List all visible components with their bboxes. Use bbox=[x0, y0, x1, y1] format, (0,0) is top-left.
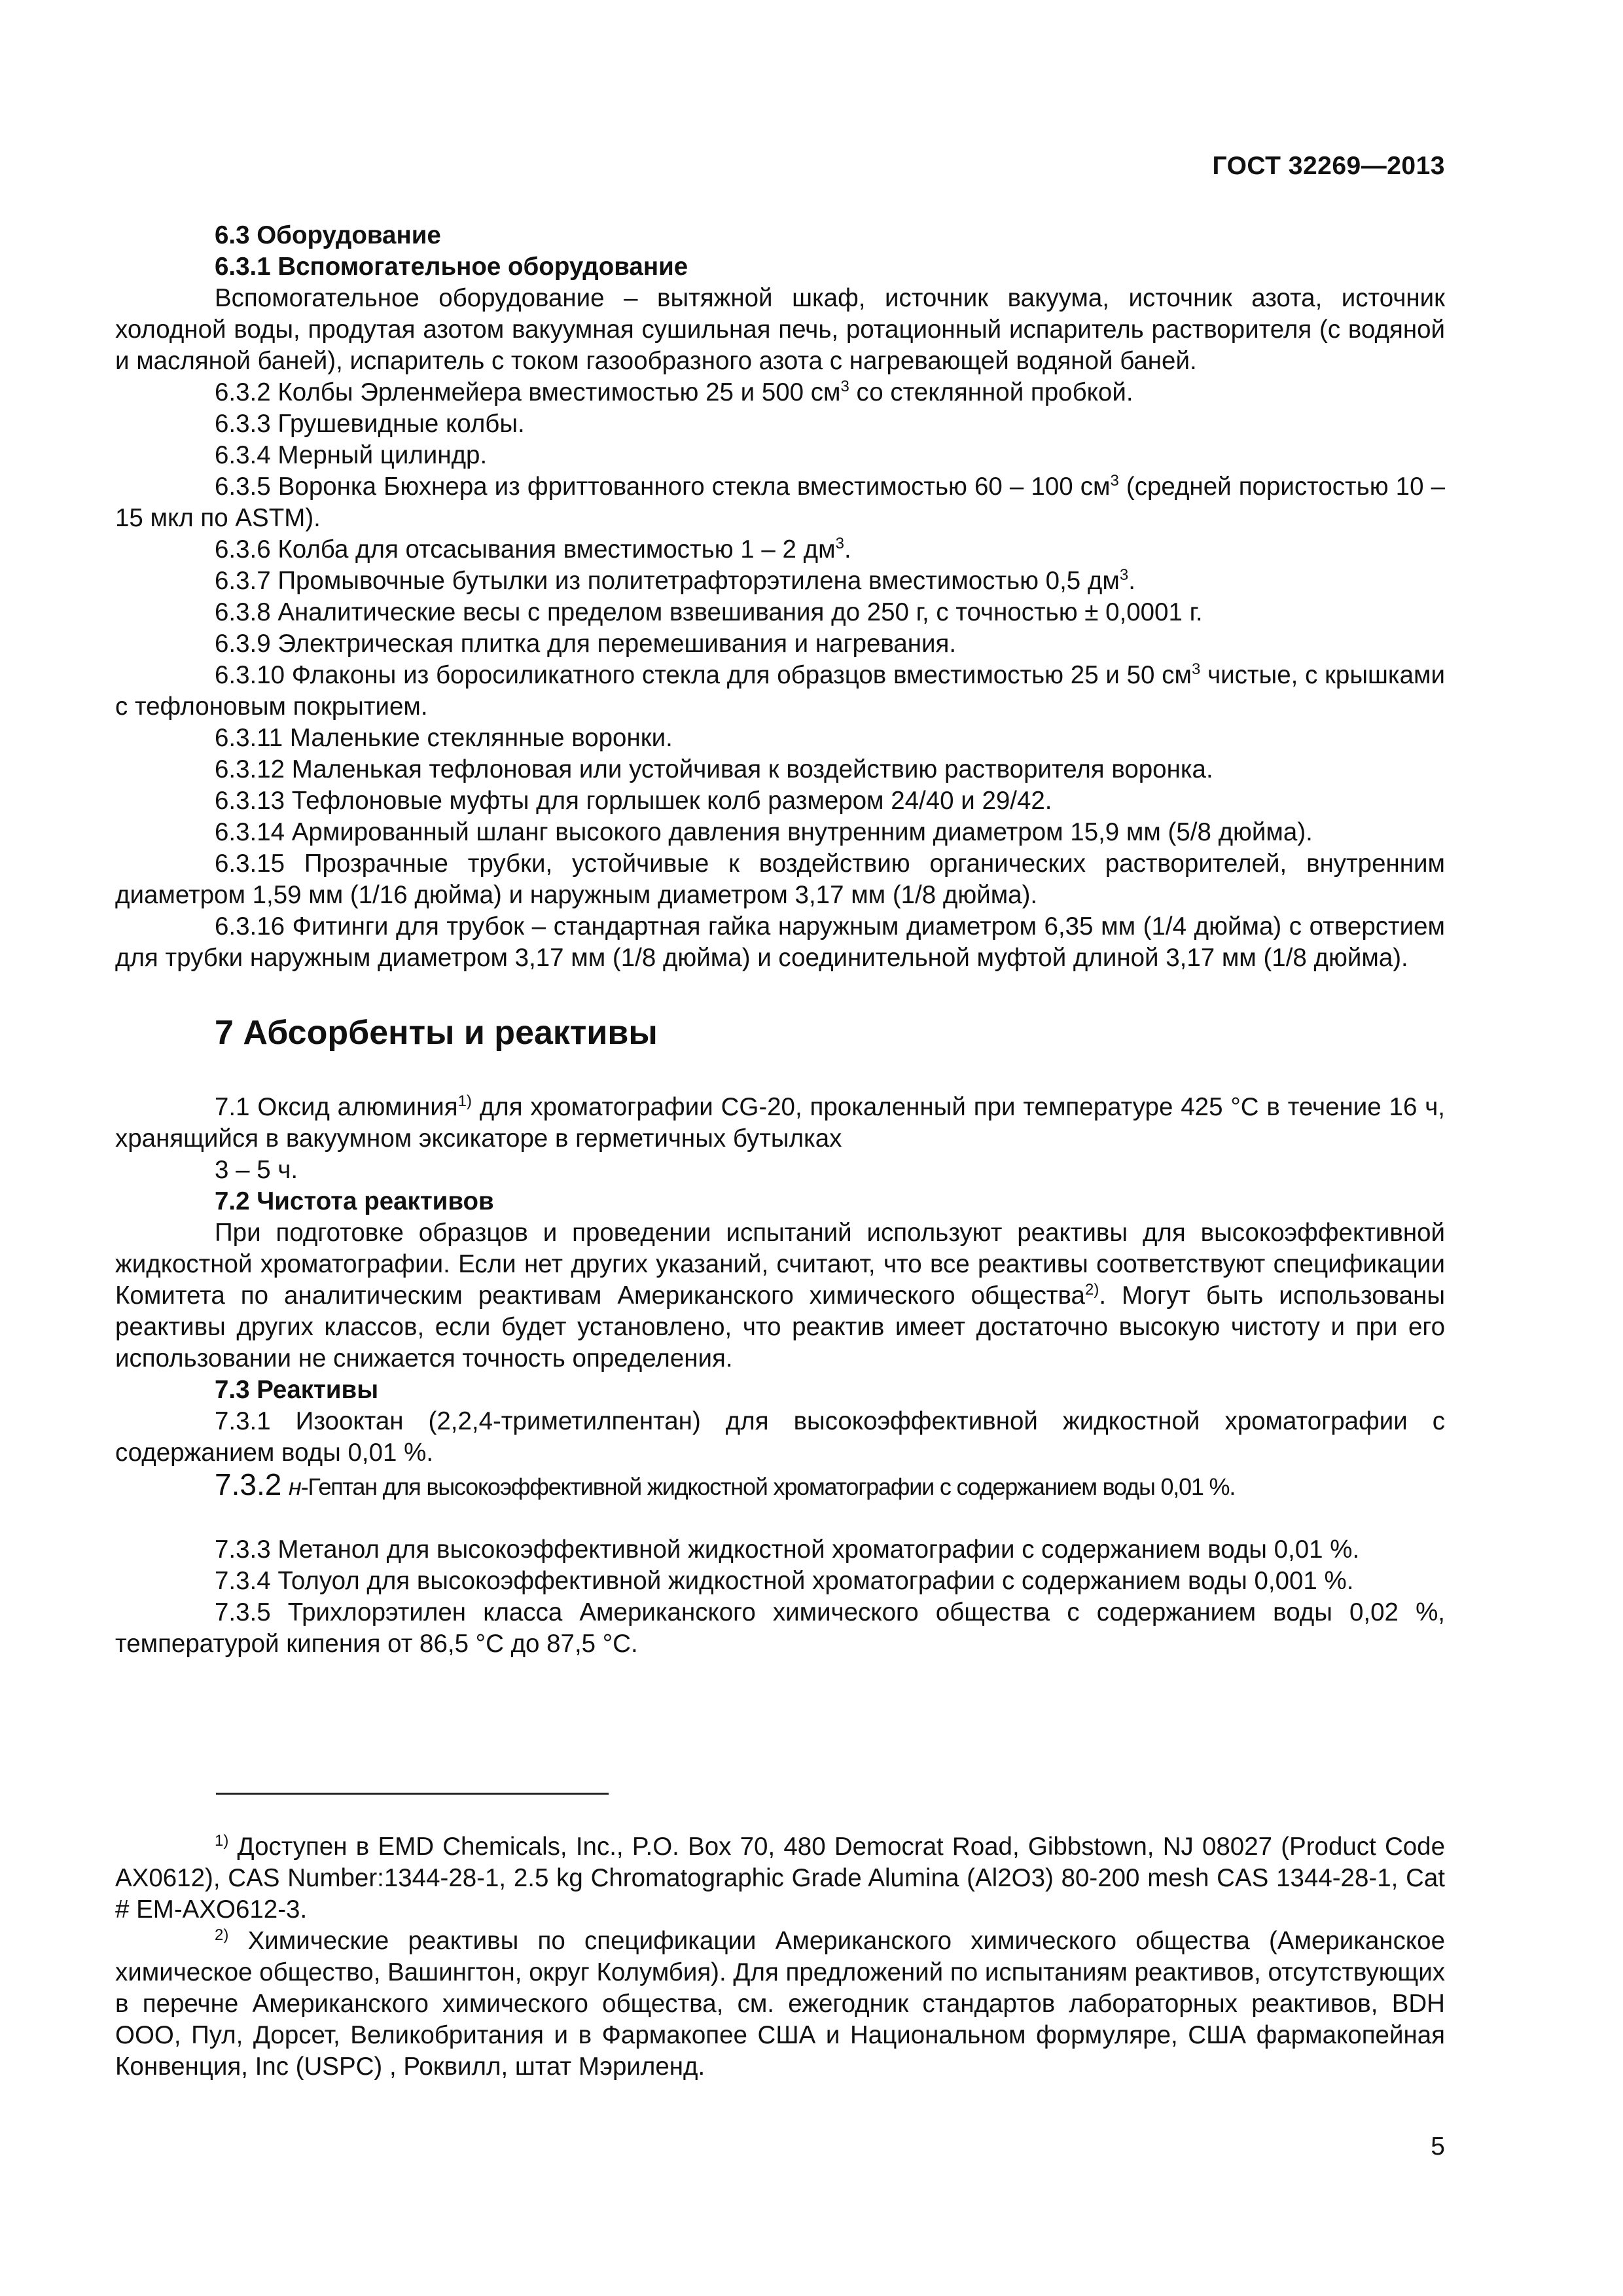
item-6-3-5: 6.3.5 Воронка Бюхнера из фриттованного стекла вместимостью 60 – 100 $см^3$ (средней пористостью 10 – 15 мкл по ASTM). bbox=[115, 472, 1445, 532]
main-content bbox=[115, 220, 1445, 1660]
item-6-3-2: 6.3.2 Колбы Эрленмейера вместимостью 25 и 500 $см^3$ со стеклянной пробкой. bbox=[215, 378, 1133, 406]
spacer bbox=[115, 1503, 1445, 1534]
section-6-3-heading: 6.3 Оборудование bbox=[215, 221, 441, 249]
section-6-3-1-heading: 6.3.1 Вспомогательное оборудование bbox=[215, 253, 688, 281]
footnotes bbox=[115, 1831, 1445, 2083]
item-7-1: 7.1 Оксид алюминия$^{1)}$ для хроматографии CG-20, прокаленный при температуре 425 °С в течение 16 ч, хранящийся в вакуумном эксикаторе в герметичных бутылках bbox=[115, 1092, 1445, 1153]
item-7-3-2: 7.3.2 н-Гептан для высокоэффективной жидкостной хроматографии с содержанием воды 0,01 %. bbox=[215, 1467, 1236, 1501]
item-6-3-6: 6.3.6 Колба для отсасывания вместимостью 1 – 2 $дм^3$. bbox=[215, 535, 851, 564]
item-6-3-12: 6.3.12 Маленькая тефлоновая или устойчивая к воздействию растворителя воронка. bbox=[215, 755, 1213, 783]
item-7-1-duration: 3 – 5 ч. bbox=[215, 1156, 298, 1184]
item-6-3-3: 6.3.3 Грушевидные колбы. bbox=[215, 410, 525, 438]
section-7-2-heading: 7.2 Чистота реактивов bbox=[215, 1187, 494, 1215]
footnote-1: $^{1)}$ Доступен в EMD Chemicals, Inc., P.O. Box 70, 480 Democrat Road, Gibbstown, NJ 08027 (Product Code AX0612), CAS Number:1344-28-1, 2.5 kg Chromatographic Grade Alumina (Al2O3) 80-200 mesh CAS 1344-28-1, Cat # EM-AXO612-3. bbox=[115, 1832, 1445, 1924]
equipment-intro-paragraph: Вспомогательное оборудование – вытяжной шкаф, источник вакуума, источник азота, источник холодной воды, продутая азотом вакуумная сушильная печь, ротационный испаритель растворителя (с водяной и масляной баней), испаритель с током газообразного азота с нагревающей водяной баней. bbox=[115, 284, 1445, 375]
footnote-separator bbox=[216, 1793, 609, 1795]
item-6-3-8: 6.3.8 Аналитические весы с пределом взвешивания до 250 г, с точностью ± 0,0001 г. bbox=[215, 598, 1203, 626]
item-6-3-9: 6.3.9 Электрическая плитка для перемешивания и нагревания. bbox=[215, 630, 957, 658]
item-6-3-7: 6.3.7 Промывочные бутылки из политетрафторэтилена вместимостью 0,5 $дм^3$. bbox=[215, 566, 1135, 595]
item-7-3-3: 7.3.3 Метанол для высокоэффективной жидкостной хроматографии с содержанием воды 0,01 %. bbox=[215, 1535, 1360, 1564]
section-7-3-heading: 7.3 Реактивы bbox=[215, 1376, 379, 1404]
footnote-2: $^{2)}$ Химические реактивы по спецификации Американского химического общества (Американское химическое общество, Вашингтон, округ Колумбия). Для предложений по испытаниям реактивов, отсутствующих в перечне Американского химического общества, см. ежегодник стандартов лабораторных реактивов, BDH OOO, Пул, Дорсет, Великобритания и в Фармакопее США и Национальном формуляре, США фармакопейная Конвенция, Inc (USPC) , Роквилл, штат Мэриленд. bbox=[115, 1926, 1445, 2081]
item-7-3-5: 7.3.5 Трихлорэтилен класса Американского химического общества с содержанием воды 0,02 %, температурой кипения от 86,5 °С до 87,5 °С. bbox=[115, 1598, 1445, 1658]
item-7-3-4: 7.3.4 Толуол для высокоэффективной жидкостной хроматографии с содержанием воды 0,001 %. bbox=[215, 1567, 1354, 1595]
item-6-3-16: 6.3.16 Фитинги для трубок – стандартная гайка наружным диаметром 6,35 мм (1/4 дюйма) с отверстием для трубки наружным диаметром 3,17 мм (1/8 дюйма) и соединительной муфтой длиной 3,17 мм (1/8 дюйма). bbox=[115, 912, 1445, 972]
item-6-3-13: 6.3.13 Тефлоновые муфты для горлышек колб размером 24/40 и 29/42. bbox=[215, 787, 1052, 815]
item-6-3-4: 6.3.4 Мерный цилиндр. bbox=[215, 441, 488, 469]
item-6-3-10: 6.3.10 Флаконы из боросиликатного стекла для образцов вместимостью 25 и 50 $см^3$ чистые, с крышками с тефлоновым покрытием. bbox=[115, 660, 1445, 721]
reagent-purity-paragraph: При подготовке образцов и проведении испытаний используют реактивы для высокоэффективной жидкостной хроматографии. Если нет других указаний, считают, что все реактивы соответствуют спецификации Комитета по аналитическим реактивам Американского химического общества$^{2)}$. Могут быть использованы реактивы других классов, если будет установлено, что реактив имеет достаточно высокую чистоту и при его использовании не снижается точность определения. bbox=[115, 1219, 1445, 1372]
item-6-3-11: 6.3.11 Маленькие стеклянные воронки. bbox=[215, 724, 673, 752]
section-7-title: 7 Абсорбенты и реактивы bbox=[215, 1014, 658, 1052]
document-id-header: ГОСТ 32269—2013 bbox=[1212, 152, 1445, 180]
item-7-3-1: 7.3.1 Изооктан (2,2,4-триметилпентан) для высокоэффективной жидкостной хроматографии с содержанием воды 0,01 %. bbox=[115, 1407, 1445, 1467]
page-number: 5 bbox=[1431, 2132, 1445, 2161]
item-6-3-14: 6.3.14 Армированный шланг высокого давления внутренним диаметром 15,9 мм (5/8 дюйма). bbox=[215, 818, 1313, 846]
item-6-3-15: 6.3.15 Прозрачные трубки, устойчивые к воздействию органических растворителей, внутренним диаметром 1,59 мм (1/16 дюйма) и наружным диаметром 3,17 мм (1/8 дюйма). bbox=[115, 850, 1445, 909]
